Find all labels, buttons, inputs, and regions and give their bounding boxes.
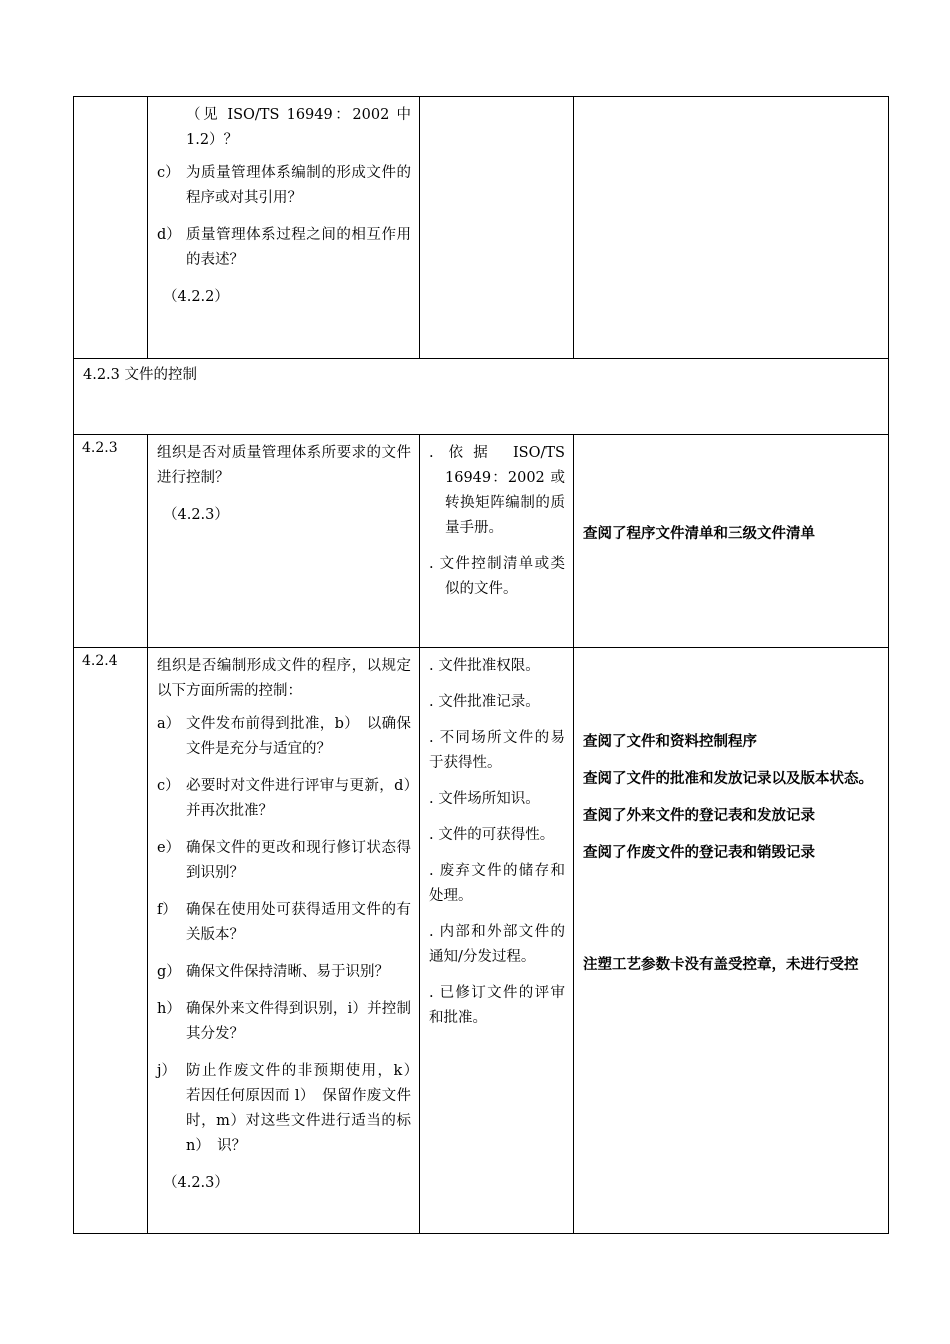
question-item: c） 为质量管理体系编制的形成文件的程序或对其引用？ — [157, 165, 411, 206]
audit-note: 查阅了文件的批准和发放记录以及版本状态。 — [583, 771, 873, 787]
question-item: j） 防止作废文件的非预期使用，k） 若因任何原因而 l） 保留作废文件时，m）对这些文件进行适当的标 n） 识？ — [157, 1063, 426, 1154]
section-header-row — [74, 359, 889, 435]
audit-notes-cell — [574, 97, 889, 359]
audit-note: 查阅了程序文件清单和三级文件清单 — [583, 525, 815, 542]
question-item: a） 文件发布前得到批准，b） 以确保文件是充分与适宜的？ — [157, 716, 411, 757]
question-item: h） 确保外来文件得到识别，i）并控制其分发？ — [157, 1001, 411, 1042]
table-row — [74, 648, 889, 1234]
clause-reference: （4.2.2） — [163, 289, 229, 305]
audit-note: 查阅了作废文件的登记表和销毁记录 — [583, 845, 815, 861]
question-text: 组织是否对质量管理体系所要求的文件进行控制？ — [157, 445, 411, 486]
question-item: f） 确保在使用处可获得适用文件的有关版本？ — [157, 902, 411, 943]
question-continuation: （见 ISO/TS 16949：2002 中 1.2）？ — [186, 107, 411, 148]
evidence-cell — [420, 97, 574, 359]
evidence-item: . 不同场所文件的易于获得性。 — [429, 730, 565, 771]
table-row — [74, 97, 889, 359]
question-item: g） 确保文件保持清晰、易于识别？ — [157, 964, 389, 980]
evidence-item: . 文件批准记录。 — [429, 694, 540, 710]
clause-number: 4.2.4 — [82, 653, 118, 669]
evidence-item: . 内部和外部文件的通知/分发过程。 — [429, 924, 565, 965]
question-item: c） 必要时对文件进行评审与更新，d） 并再次批准？ — [157, 778, 426, 819]
table-row — [74, 435, 889, 648]
question-text: 组织是否编制形成文件的程序，以规定以下方面所需的控制： — [157, 658, 411, 699]
evidence-item: . 文件的可获得性。 — [429, 827, 555, 843]
clause-reference: （4.2.3） — [163, 507, 229, 523]
audit-checklist-table — [73, 96, 889, 1234]
clause-number: 4.2.3 — [82, 440, 118, 456]
audit-note: 查阅了外来文件的登记表和发放记录 — [583, 808, 815, 824]
audit-note: 查阅了文件和资料控制程序 — [583, 734, 757, 750]
evidence-item: . 文件场所知识。 — [429, 791, 540, 807]
evidence-item: . 废弃文件的储存和处理。 — [429, 863, 565, 904]
evidence-item: . 已修订文件的评审和批准。 — [429, 985, 565, 1026]
evidence-item: . 文件控制清单或类似的文件。 — [429, 556, 565, 597]
question-item: e） 确保文件的更改和现行修订状态得到识别？ — [157, 840, 411, 881]
section-title: 4.2.3 文件的控制 — [83, 367, 198, 383]
evidence-item: . 依据 ISO/TS 16949：2002 或转换矩阵编制的质量手册。 — [429, 445, 565, 536]
question-cell — [148, 97, 420, 359]
question-item: d） 质量管理体系过程之间的相互作用的表述？ — [157, 227, 411, 268]
clause-number-cell — [74, 97, 148, 359]
evidence-item: . 文件批准权限。 — [429, 658, 540, 674]
clause-reference: （4.2.3） — [163, 1175, 229, 1191]
audit-finding: 注塑工艺参数卡没有盖受控章，未进行受控 — [583, 957, 859, 973]
